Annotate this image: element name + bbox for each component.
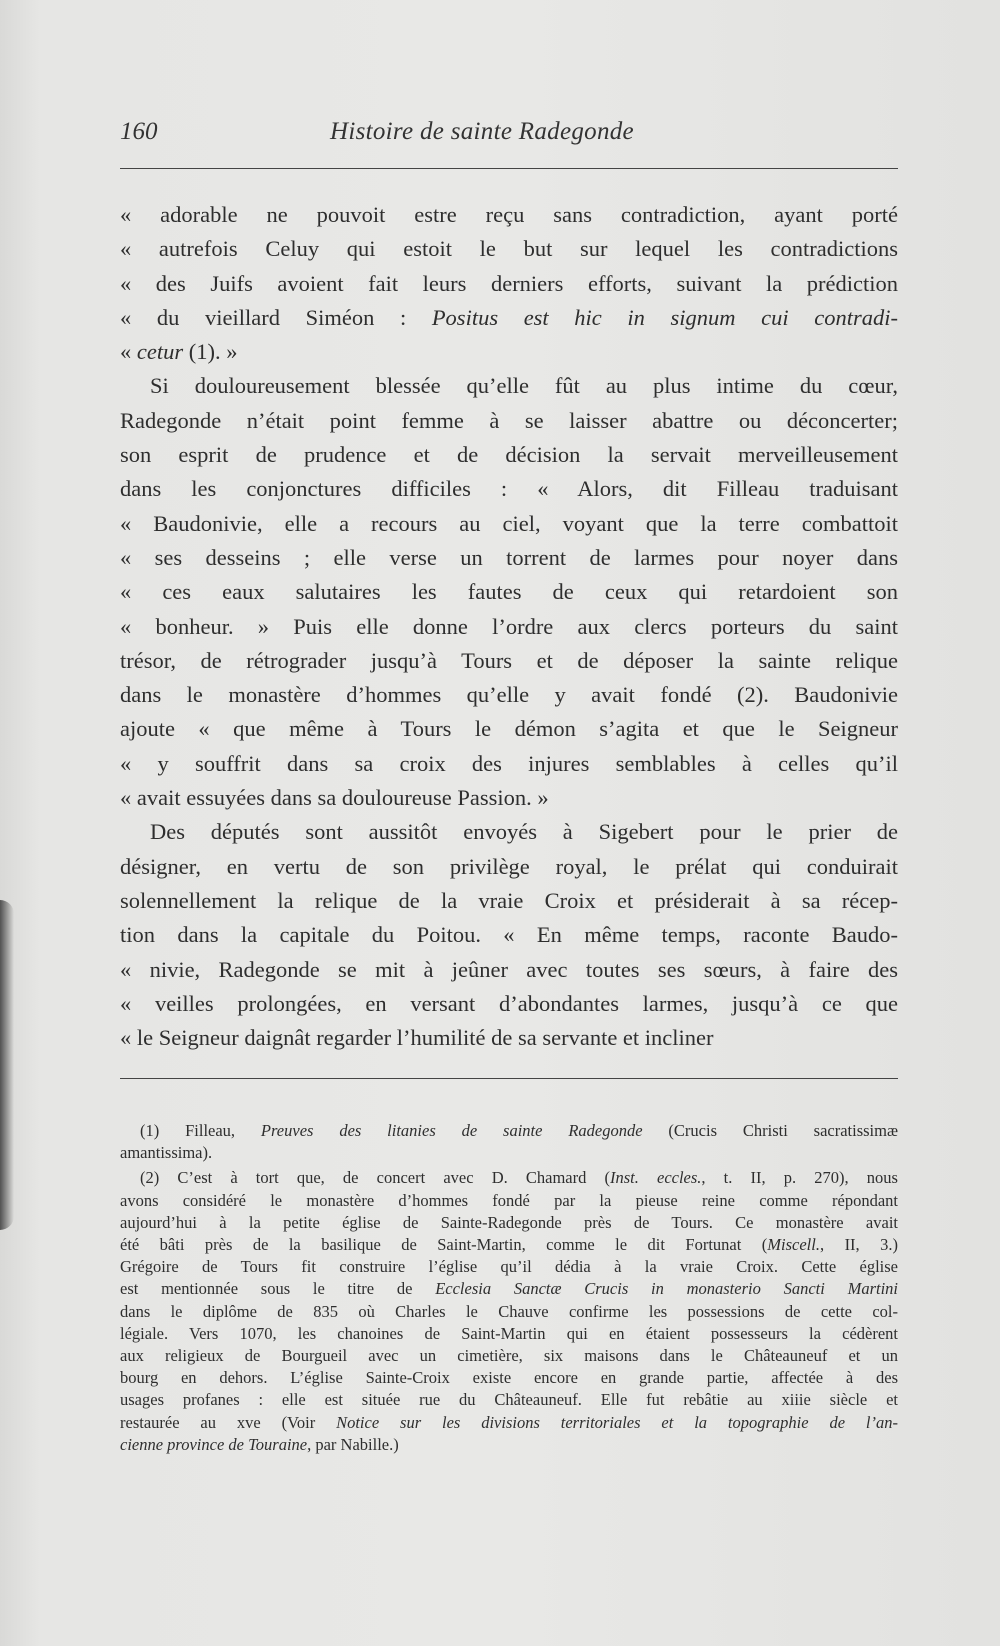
text-line — [120, 507, 898, 541]
text-line — [120, 369, 898, 403]
text-run: ajoute « que même à Tours le démon s’agita et que le Seigneur — [120, 716, 898, 742]
footnote-line — [120, 1278, 898, 1300]
main-text — [120, 198, 898, 1055]
footnote-line — [120, 1234, 898, 1256]
page-edge-shadow — [0, 900, 14, 1230]
text-line — [120, 747, 898, 781]
footnote-line — [140, 1120, 898, 1142]
text-run: restaurée au xve (Voir — [120, 1412, 337, 1432]
text-line — [120, 301, 898, 335]
page-number: 160 — [120, 118, 158, 145]
text-run: (Crucis Christi sacratissimæ — [642, 1121, 898, 1140]
header-rule — [120, 168, 898, 169]
text-line — [120, 335, 898, 369]
footnote-line — [120, 1412, 898, 1434]
text-line — [120, 267, 898, 301]
text-run: légiale. Vers 1070, les chanoines de Saint-Martin qui en étaient possesseurs la cédèrent — [120, 1323, 898, 1343]
text-run: « ses desseins ; elle verse un torrent de larmes pour noyer dans — [120, 544, 898, 570]
text-run: « adorable ne pouvoit estre reçu sans contradiction, ayant porté — [120, 202, 898, 227]
footnote-line — [120, 1212, 898, 1234]
text-run: Des députés sont aussitôt envoyés à Sigebert pour le prier de — [150, 819, 898, 845]
text-run: « du vieillard Siméon : — [120, 304, 432, 330]
text-line — [120, 712, 898, 746]
text-line — [120, 953, 898, 987]
footnotes — [120, 1120, 898, 1456]
text-run: usages profanes : elle est située rue du Châteauneuf. Elle fut rebâtie au xiiie siècle et — [120, 1390, 898, 1410]
text-run: dans les conjonctures difficiles : « Alors, dit Filleau traduisant — [120, 476, 898, 502]
text-run: « — [120, 339, 137, 365]
text-run: est mentionnée sous le titre de — [120, 1279, 436, 1299]
running-title: Histoire de sainte Radegonde — [330, 118, 634, 145]
text-run: désigner, en vertu de son privilège royal, le prélat qui conduirait — [120, 853, 898, 879]
footnote-line — [140, 1167, 898, 1189]
text-line — [120, 781, 898, 815]
text-run: dans le diplôme de 835 où Charles le Chauve confirme les possessions de cette col- — [120, 1301, 898, 1321]
text-run: Radegonde n’était point femme à se laisser abattre ou déconcerter; — [120, 407, 898, 433]
italic-text: cetur — [136, 339, 184, 365]
text-run: avons considéré le monastère d’hommes fondé par la pieuse reine comme répondant — [120, 1190, 898, 1210]
text-line — [120, 815, 898, 849]
text-run: « Baudonivie, elle a recours au ciel, voyant que la terre combattoit — [120, 510, 898, 536]
text-run: , par Nabille.) — [307, 1434, 399, 1454]
text-run: « le Seigneur daignât regarder l’humilité de sa servante et incliner — [120, 1025, 714, 1051]
text-line — [120, 198, 898, 232]
text-run: été bâti près de la basilique de Saint-Martin, comme le dit Fortunat ( — [120, 1235, 768, 1255]
text-line — [120, 232, 898, 266]
text-line — [120, 438, 898, 472]
text-run: (1) Filleau, — [140, 1121, 261, 1140]
text-run: « veilles prolongées, en versant d’abondantes larmes, jusqu’à ce que — [120, 990, 898, 1016]
footnote-line — [120, 1301, 898, 1323]
footnote-line — [120, 1389, 898, 1411]
text-run: « y souffrit dans sa croix des injures semblables à celles qu’il — [120, 750, 898, 776]
text-run: tion dans la capitale du Poitou. « En même temps, raconte Baudo- — [120, 922, 898, 948]
text-run: trésor, de rétrograder jusqu’à Tours et de déposer la sainte relique — [120, 647, 898, 673]
text-run: , II, 3.) — [819, 1235, 898, 1255]
page-header — [120, 118, 900, 154]
text-line — [120, 575, 898, 609]
footnote-line — [120, 1190, 898, 1212]
italic-text: Notice sur les divisions territoriales et la topographie de l’an- — [336, 1412, 898, 1432]
italic-text: Inst. eccles. — [609, 1168, 702, 1188]
text-line — [120, 610, 898, 644]
footnote-line — [120, 1323, 898, 1345]
text-run: (1). » — [183, 339, 238, 365]
footnote-rule — [120, 1078, 898, 1079]
text-line — [120, 678, 898, 712]
text-line — [120, 541, 898, 575]
text-line — [120, 1021, 898, 1055]
footnote-line — [120, 1434, 898, 1456]
footnote-line — [120, 1345, 898, 1367]
text-run: aujourd’hui à la petite église de Sainte-Radegonde près de Tours. Ce monastère avait — [120, 1212, 898, 1232]
text-run: amantissima). — [120, 1143, 213, 1163]
text-run: « des Juifs avoient fait leurs derniers efforts, suivant la prédiction — [120, 270, 898, 296]
footnote-2 — [120, 1167, 898, 1456]
text-run: Si douloureusement blessée qu’elle fût au plus intime du cœur, — [150, 373, 898, 399]
text-run: son esprit de prudence et de décision la servait merveilleusement — [120, 442, 898, 468]
footnote-line — [120, 1142, 898, 1164]
text-run: aux religieux de Bourgueil avec un cimetière, six maisons dans le Châteauneuf et un — [120, 1346, 898, 1366]
italic-text: cienne province de Touraine — [120, 1434, 308, 1454]
text-run: Grégoire de Tours fit construire l’église qu’il dédia à la vraie Croix. Cette église — [120, 1257, 898, 1277]
text-line — [120, 918, 898, 952]
footnote-line — [120, 1256, 898, 1278]
text-line — [120, 644, 898, 678]
footnote-line — [120, 1367, 898, 1389]
text-run: « autrefois Celuy qui estoit le but sur lequel les contradictions — [120, 236, 898, 262]
text-line — [120, 404, 898, 438]
text-run: solennellement la relique de la vraie Croix et présiderait à sa récep- — [120, 887, 898, 913]
italic-text: Positus est hic in signum cui contradi- — [431, 304, 898, 330]
text-run: , t. II, p. 270), nous — [701, 1168, 898, 1188]
italic-text: Ecclesia Sanctæ Crucis in monasterio Sancti Martini — [435, 1279, 898, 1299]
text-line — [120, 850, 898, 884]
text-run: « avait essuyées dans sa douloureuse Passion. » — [120, 785, 549, 811]
italic-text: Preuves des litanies de sainte Radegonde — [260, 1121, 643, 1140]
italic-text: Miscell. — [767, 1235, 820, 1255]
text-run: dans le monastère d’hommes qu’elle y avait fondé (2). Baudonivie — [120, 682, 898, 708]
footnote-1 — [120, 1120, 898, 1164]
text-line — [120, 472, 898, 506]
text-run: « ces eaux salutaires les fautes de ceux qui retardoient son — [120, 579, 898, 605]
text-run: bourg en dehors. L’église Sainte-Croix existe encore en grande partie, affectée à des — [120, 1368, 898, 1388]
text-line — [120, 884, 898, 918]
text-run: « nivie, Radegonde se mit à jeûner avec toutes ses sœurs, à faire des — [120, 956, 898, 982]
text-line — [120, 987, 898, 1021]
text-run: « bonheur. » Puis elle donne l’ordre aux clercs porteurs du saint — [120, 613, 898, 639]
text-run: (2) C’est à tort que, de concert avec D. Chamard ( — [140, 1168, 610, 1188]
